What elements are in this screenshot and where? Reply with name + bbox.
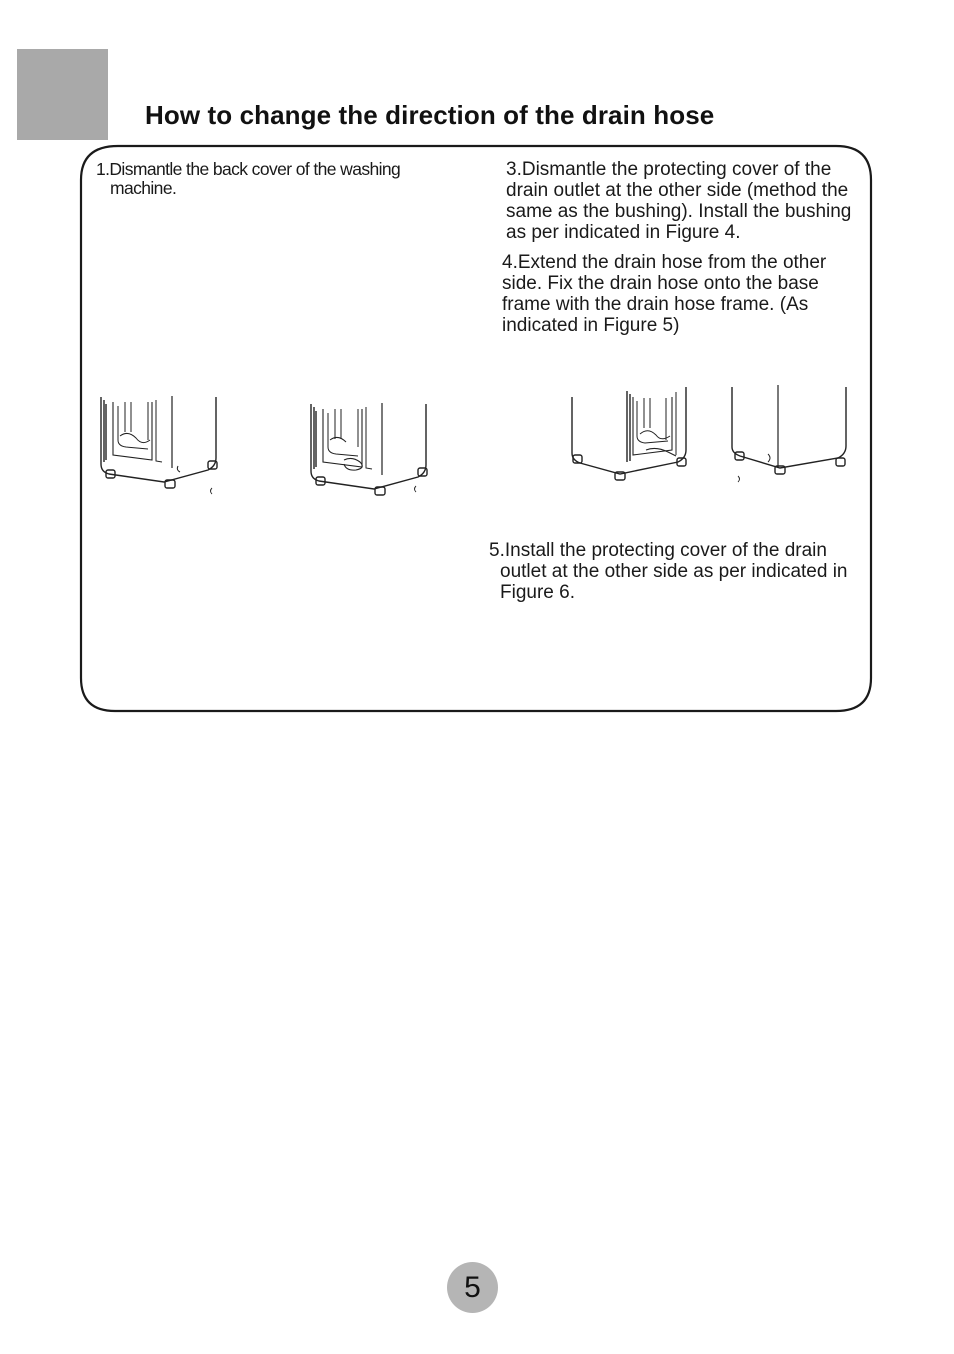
figure-3-illustration: [572, 387, 686, 480]
step-4-text: 4.Extend the drain hose from the other side. Fix the drain hose onto the base frame with the drain hose frame. (As indicated in Figure 5): [502, 252, 827, 336]
step-1-text: 1.Dismantle the back cover of the washing machine.: [96, 159, 401, 198]
step-5-text: 5.Install the protecting cover of the drain outlet at the other side as per indicated in Figure 6.: [489, 540, 848, 603]
step-3-text: 3.Dismantle the protecting cover of the drain outlet at the other side (method the same as the bushing). Install the bushing as per indicated in Figure 4.: [506, 159, 852, 243]
page-title: How to change the direction of the drain hose: [145, 100, 715, 130]
page-number-badge: [447, 1262, 498, 1313]
figure-2-illustration: [311, 403, 427, 495]
figure-4-illustration: [732, 385, 846, 482]
figure-1-illustration: [101, 396, 217, 494]
page-number: 5: [464, 1270, 481, 1304]
